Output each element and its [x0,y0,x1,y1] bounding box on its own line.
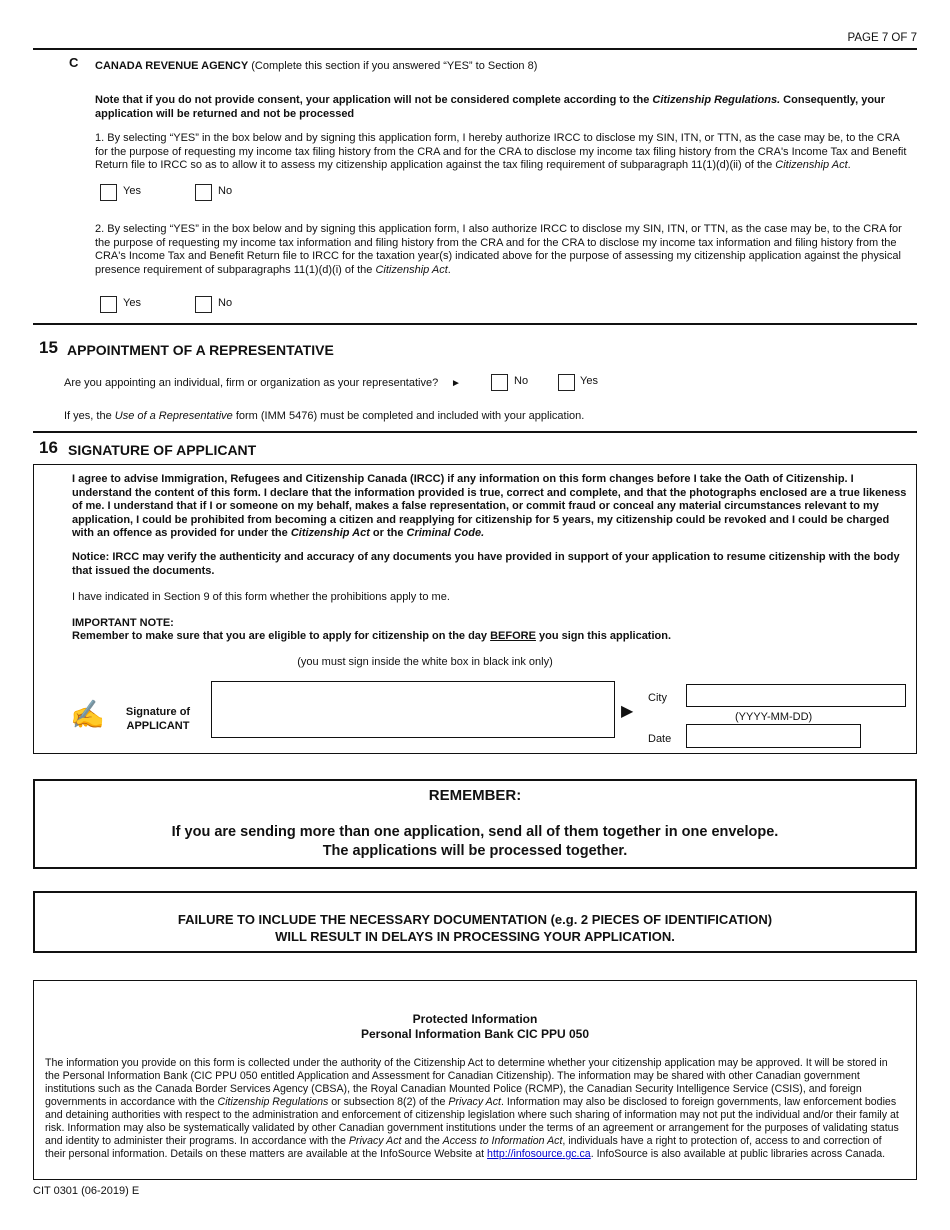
declaration-text [72,473,912,541]
section-c-subtitle: (Complete this section if you answered “YES” to Section 8) [248,60,538,72]
divider [33,323,917,325]
date-label: Date [648,733,672,745]
divider [33,48,917,50]
important-text: Remember to make sure that you are eligible to apply for citizenship on the day [72,630,491,642]
q2-text: 2. By selecting “YES” in the box below and by signing this application form, I also authorize IRCC to disclose my SIN, ITN, or TTN, as the case may be, to the CRA for the purpose of requesting my income tax information and filing history from the CRA and for the CRA to disclose my income tax information and filing history from the CRA's Income Tax and Benefit Return file to IRCC for the taxation year(s) indicated above for the purpose of assessing my citizenship application against the physical presence requirement of subparagraphs 11(1)(d)(i) of the [95,223,902,276]
infosource-link[interactable]: http://infosource.gc.ca [487,1148,591,1160]
notice-text: Notice: IRCC may verify the authenticity and accuracy of any documents you have provided in support of your application to resume citizenship with the body that issued the documents. [72,551,900,577]
remember-heading: REMEMBER: [428,787,522,804]
rep-note-end: form (IMM 5476) must be completed and included with your application. [232,410,585,422]
signature-label-line2: APPLICANT [126,719,190,732]
note-text-end: Consequently, your application will be returned and not be processed [95,94,886,120]
consent-question-2 [95,223,910,277]
q2-end: . [447,263,451,276]
date-format-hint: (YYYY-MM-DD) [735,711,813,723]
section-16-title: SIGNATURE OF APPLICANT [68,442,257,458]
privacy-p6: . InfoSource is also available at public libraries across Canada. [590,1148,886,1160]
privacy-i4: Access to Information Act [442,1135,563,1147]
sign-instruction: (you must sign inside the white box in black ink only) [297,656,553,668]
section-16-number: 16 [39,438,58,457]
privacy-p1: The information you provide on this form is collected under the authority of the Citizenship Act to determine whether your citizenship application may be approved. It will be stored in the Personal Information Bank (CIC PPU 050 entitled Application and Assessment for Canadian Citizenship). The information may be shared with other Canadian government institutions such as the Canada Border Services Agency (CBSA), the Royal Canadian Mounted Police (RCMP), the Canadian Security Intelligence Service (CSIS), and foreign governments in accordance with the [45,1057,888,1108]
remember-line-2: The applications will be processed together. [322,843,628,859]
date-input[interactable] [686,724,861,748]
declaration-main: I agree to advise Immigration, Refugees and Citizenship Canada (IRCC) if any information on this form changes before I take the Oath of Citizenship. I understand the content of this form. I declare that the information provided is true, correct and complete, and that the photographs enclosed are a true likeness of me. I understand that if I or someone on my behalf, makes a false representation, or commit fraud or conceal any material circumstances relevant to my application, I could be prohibited from becoming a citizen and reapplying for citizenship for 5 years, my citizenship could be revoked and I could be charged with an offence as provided for under the [72,473,907,539]
section-c-title-text: CANADA REVENUE AGENCY [95,60,249,72]
privacy-p4: and the [401,1135,443,1147]
q1-no-label: No [218,185,233,197]
representative-yes-checkbox[interactable] [558,374,575,391]
privacy-p5: , individuals have a right to protection of, access to and correction of their personal information. Details on these matters are available at the InfoSource Website at [45,1135,882,1160]
q1-text: 1. By selecting “YES” in the box below and by signing this application form, I hereby authorize IRCC to disclose my SIN, ITN, or TTN, as the case may be, to the CRA for the purpose of requesting my income tax filing history from the CRA and for the CRA to disclose my income tax filing history from the CRA's Income Tax and Benefit Return file to IRCC so as to allow it to assess my citizenship application against the tax filing requirement of subparagraph 11(1)(d)(ii) of the [95,132,907,171]
city-input[interactable] [686,684,906,707]
privacy-p3: . Information may also be disclosed to foreign governments, law enforcement bodies and detaining authorities with respect to the administration and enforcement of citizenship legislation where such sharing of information may not put the individual and/or their family at risk. Information may also be systematically validated by other Canadian government institutions under the terms of an agreement or arrangement for the purposes of validating status and identity to administer their programs. In accordance with the [45,1096,899,1147]
representative-question: Are you appointing an individual, firm or organization as your representative? [64,377,439,389]
consent-question-1 [95,132,910,173]
rep-note-text: If yes, the [64,410,115,422]
city-label: City [648,692,667,704]
privacy-i1: Citizenship Regulations [217,1096,329,1108]
q1-no-checkbox[interactable] [195,184,212,201]
arrow-icon: ► [451,378,461,389]
privacy-heading-2: Personal Information Bank CIC PPU 050 [360,1027,590,1041]
q1-yes-label: Yes [123,185,141,197]
q1-italic: Citizenship Act [775,159,848,171]
pen-icon: ✍ [70,699,105,730]
representative-no-label: No [514,375,529,387]
representative-yes-label: Yes [580,375,598,387]
arrow-icon: ▶ [621,703,634,720]
declaration-mid: or the [369,527,407,539]
section-c-note [95,94,910,121]
rep-note-italic: Use of a Representative [114,410,233,422]
section-15-title: APPOINTMENT OF A REPRESENTATIVE [67,342,334,358]
note-text: Note that if you do not provide consent, your application will not be considered complete according to the [95,94,653,106]
form-code: CIT 0301 (06-2019) E [33,1185,140,1197]
failure-line-1: FAILURE TO INCLUDE THE NECESSARY DOCUMENTATION (e.g. 2 PIECES OF IDENTIFICATION) [177,912,773,927]
important-text-end: you sign this application. [535,630,672,642]
q2-yes-checkbox[interactable] [100,296,117,313]
q2-italic: Citizenship Act [375,263,448,276]
section-c-letter: C [69,55,79,70]
section-15-number: 15 [39,338,58,357]
declaration-italic-act: Citizenship Act [290,527,370,539]
signature-label-line1: Signature of [125,706,191,718]
representative-no-checkbox[interactable] [491,374,508,391]
prohibitions-text: I have indicated in Section 9 of this form whether the prohibitions apply to me. [72,591,450,603]
divider [33,431,917,433]
privacy-text [45,1057,905,1161]
q2-yes-label: Yes [123,297,141,309]
note-italic: Citizenship Regulations. [652,94,781,106]
q2-no-label: No [218,297,233,309]
important-underlined: BEFORE [490,630,536,642]
important-note [72,630,902,644]
privacy-i3: Privacy Act [348,1135,402,1147]
privacy-heading-1: Protected Information [412,1012,538,1026]
privacy-i2: Privacy Act [448,1096,501,1108]
q2-no-checkbox[interactable] [195,296,212,313]
q1-yes-checkbox[interactable] [100,184,117,201]
section-c-title [95,60,895,74]
important-heading: IMPORTANT NOTE: [72,617,174,629]
q1-end: . [847,159,851,171]
representative-note [64,410,584,424]
page-number: PAGE 7 OF 7 [847,32,917,44]
signature-label [110,706,206,733]
declaration-italic-code: Criminal Code. [406,527,485,539]
privacy-p2: or subsection 8(2) of the [328,1096,449,1108]
signature-box[interactable] [211,681,615,738]
remember-line-1: If you are sending more than one application, send all of them together in one envelope. [171,824,779,840]
failure-line-2: WILL RESULT IN DELAYS IN PROCESSING YOUR APPLICATION. [275,929,675,944]
